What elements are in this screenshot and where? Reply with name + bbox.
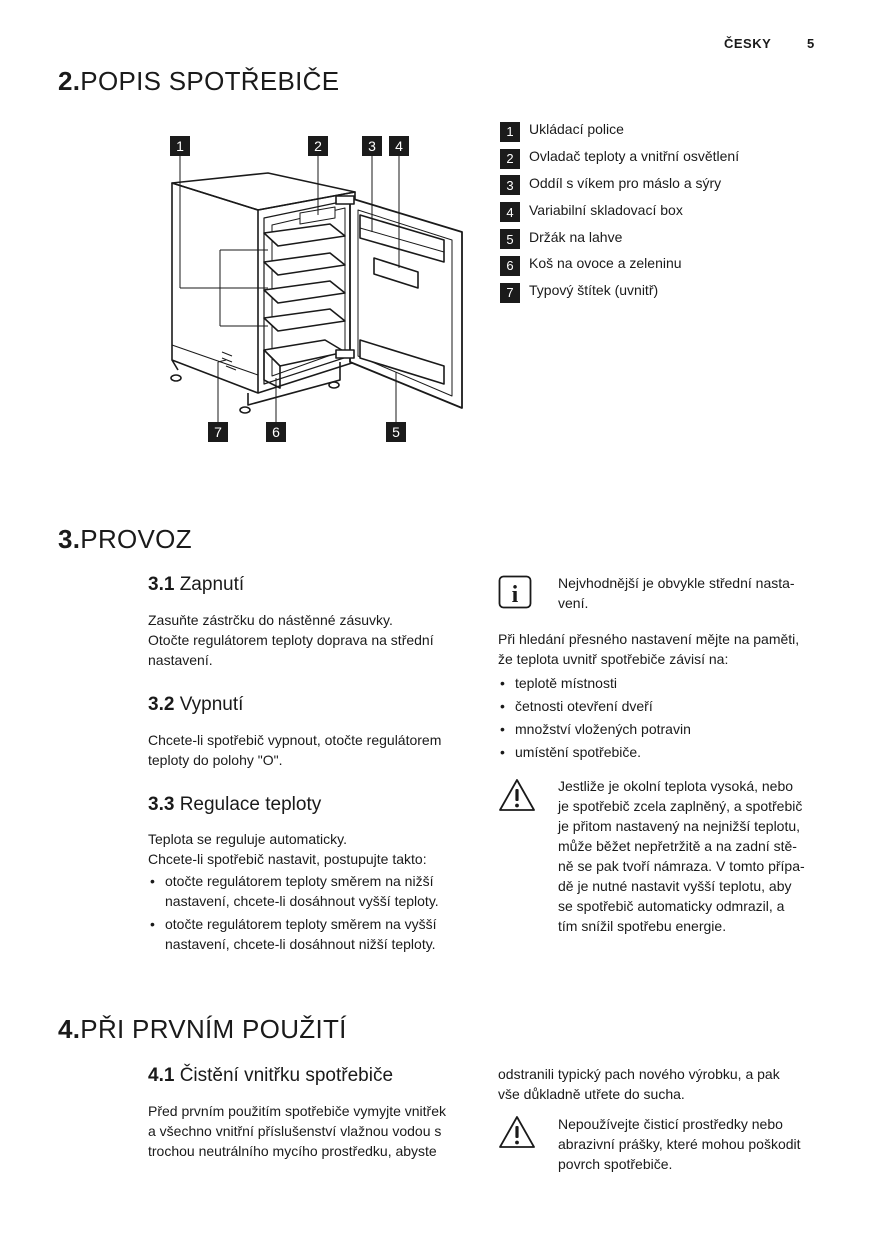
subsection-3-2-heading: 3.2 Vypnutí bbox=[148, 694, 244, 715]
legend-item bbox=[500, 143, 739, 170]
callout-6: 6 bbox=[272, 424, 280, 440]
callout-4: 4 bbox=[395, 138, 403, 154]
subsection-3-2-text: Chcete-li spotřebič vypnout, otočte regulátorem teploty do polohy "O". bbox=[148, 732, 442, 768]
header-language: ČESKY bbox=[724, 36, 772, 51]
legend-number: 6 bbox=[500, 256, 520, 276]
fridge-illustration bbox=[150, 130, 480, 450]
legend-label: Ovladač teploty a vnitřní osvětlení bbox=[529, 148, 740, 165]
list-item: • množství vložených potravin bbox=[498, 719, 828, 739]
info-icon bbox=[498, 575, 532, 609]
list-item: • otočte regulátorem teploty směrem na nižší nastavení, chcete-li dosáhnout vyšší teploty. bbox=[148, 871, 478, 911]
subsection-3-1-heading: 3.1 Zapnutí bbox=[148, 574, 245, 595]
warning-triangle-icon bbox=[498, 1115, 536, 1149]
info-note-text: Nejvhodnější je obvykle střední nasta- vení. bbox=[558, 575, 795, 611]
temperature-factors-list bbox=[498, 673, 828, 762]
list-item: • četnosti otevření dveří bbox=[498, 696, 828, 716]
parts-legend bbox=[500, 116, 739, 304]
section-3-heading: 3.PROVOZ bbox=[58, 524, 192, 554]
legend-number: 4 bbox=[500, 202, 520, 222]
subsection-3-3-text: Teplota se reguluje automaticky. Chcete-li spotřebič nastavit, postupujte takto: • otočte regulátorem teploty směrem na nižší nastavení, chcete-li dosáhnout vyšší teploty. • otočte regulátorem teploty směrem na vyšší nastavení, chcete-li dosáhnout nižší teploty. bbox=[148, 829, 478, 957]
setting-tips: Při hledání přesného nastavení mějte na paměti, že teplota uvnitř spotřebiče závisí na: • teplotě místnosti • četnosti otevření dveří • množství vložených potravin • umístění spotřebiče. bbox=[498, 629, 828, 765]
warning-text-cleaning: Nepoužívejte čisticí prostředky nebo abrazivní prášky, které mohou poškodit povrch spotřebiče. bbox=[558, 1116, 801, 1172]
legend-number: 2 bbox=[500, 149, 520, 169]
list-item: • umístění spotřebiče. bbox=[498, 742, 828, 762]
legend-label: Typový štítek (uvnitř) bbox=[529, 282, 659, 299]
legend-item bbox=[500, 223, 739, 250]
subsection-4-1-text: Před prvním použitím spotřebiče vymyjte vnitřek a všechno vnitřní příslušenství vlažnou vodou s trochou neutrálního mycího prostředku, abyste bbox=[148, 1103, 446, 1159]
legend-item bbox=[500, 196, 739, 223]
warning-text-frost: Jestliže je okolní teplota vysoká, nebo je spotřebič zcela zaplněný, a spotřebič je přitom nastavený na nejnižší teplotu, může běžet nepřetržitě a na zadní stě- ně se pak tvoří námraza. V tomto přípa- dě je nutné nastavit vyšší teplotu, aby se spotřebič automaticky odmrazil, a tím snížil spotřebu energie. bbox=[558, 778, 805, 934]
list-item: • otočte regulátorem teploty směrem na vyšší nastavení, chcete-li dosáhnout nižší teploty. bbox=[148, 914, 478, 954]
list-item: • teplotě místnosti bbox=[498, 673, 828, 693]
svg-text:i: i bbox=[511, 582, 519, 608]
legend-item bbox=[500, 250, 739, 277]
callout-3: 3 bbox=[368, 138, 376, 154]
callout-1: 1 bbox=[176, 138, 184, 154]
legend-label: Variabilní skladovací box bbox=[529, 201, 683, 218]
legend-number: 3 bbox=[500, 175, 520, 195]
legend-item bbox=[500, 116, 739, 143]
temperature-adjust-list bbox=[148, 871, 478, 954]
callout-5: 5 bbox=[392, 424, 400, 440]
callout-2: 2 bbox=[314, 138, 322, 154]
legend-label: Držák na lahve bbox=[529, 228, 623, 245]
subsection-4-1-heading: 4.1 Čistění vnitřku spotřebiče bbox=[148, 1065, 394, 1086]
legend-item bbox=[500, 277, 739, 304]
section-4-heading: 4.PŘI PRVNÍM POUŽITÍ bbox=[58, 1014, 347, 1044]
legend-item bbox=[500, 170, 739, 197]
subsection-3-1-text: Zasuňte zástrčku do nástěnné zásuvky. Otočte regulátorem teploty doprava na střední nastavení. bbox=[148, 612, 434, 668]
legend-label: Koš na ovoce a zeleninu bbox=[529, 255, 682, 272]
subsection-3-3-heading: 3.3 Regulace teploty bbox=[148, 794, 322, 815]
subsection-4-1-continued: odstranili typický pach nového výrobku, a pak vše důkladně utřete do sucha. bbox=[498, 1066, 780, 1102]
page-number: 5 bbox=[807, 36, 815, 51]
legend-number: 5 bbox=[500, 229, 520, 249]
section-2-heading: 2.POPIS SPOTŘEBIČE bbox=[58, 66, 340, 96]
legend-number: 1 bbox=[500, 122, 520, 142]
legend-number: 7 bbox=[500, 283, 520, 303]
legend-label: Oddíl s víkem pro máslo a sýry bbox=[529, 174, 722, 191]
legend-label: Ukládací police bbox=[529, 121, 624, 138]
callout-7: 7 bbox=[214, 424, 222, 440]
warning-triangle-icon bbox=[498, 778, 536, 812]
